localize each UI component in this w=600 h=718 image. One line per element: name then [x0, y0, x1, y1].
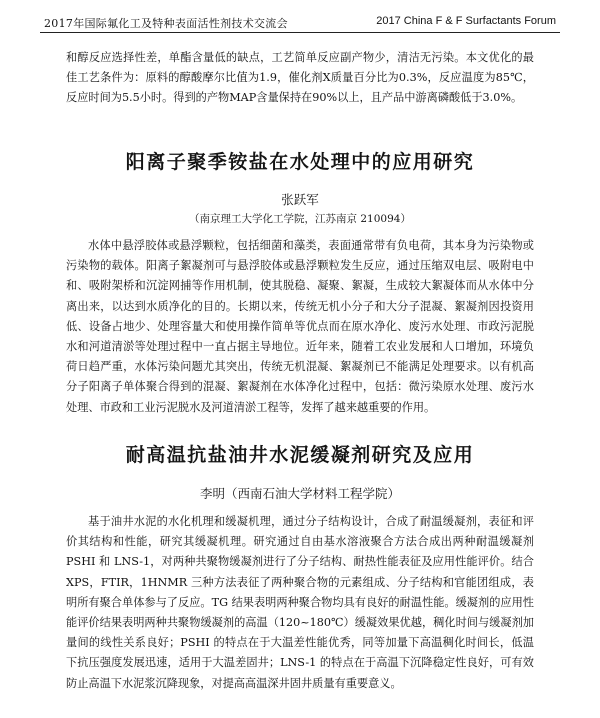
article2-title: 耐高温抗盐油井水泥缓凝剂研究及应用 [125, 444, 475, 466]
running-header [40, 8, 560, 33]
article1-title: 阳离子聚季铵盐在水处理中的应用研究 [125, 151, 475, 173]
article1-author: 张跃军 [281, 192, 319, 207]
header-conference-cn: 2017年国际氟化工及特种表面活性剂技术交流会 [44, 17, 288, 30]
previous-abstract-tail: 和醇反应选择性差，单酯含量低的缺点，工艺简单反应副产物少，清洁无污染。本文优化的最佳工艺条件为：原料的醇酸摩尔比值为1.9，催化剂X质量百分比为0.3%，反应温度为85℃，反应时间为5.5小时。得到的产物MAP含量保持在90%以上，且产品中游离磷酸低于3.0%。 [66, 51, 534, 105]
article2-abstract: 基于油井水泥的水化机理和缓凝机理，通过分子结构设计，合成了耐温缓凝剂，表征和评价其结构和性能，研究其缓凝机理。研究通过自由基水溶液聚合方法合成出两种耐温缓凝剂 PSHI 和 LNS-1，对两种共聚物缓凝剂进行了分子结构、耐热性能表征及应用性能评价。结合 XPS，FTIR，1HNMR 三种方法表征了两种聚合物的元素组成、分子结构和官能团组成，表明所有聚合单体参与了反应。TG 结果表明两种聚合物均具有良好的耐温性能。缓凝剂的应用性能评价结果表明两种共聚物缓凝剂的高温（120~180℃）缓凝效果优越，稠化时间与缓凝剂加量间的线性关系良好；PSHI 的特点在于大温差性能优秀，同等加量下高温稠化时间长，低温下抗压强度发展迅速，适用于大温差固井；LNS-1 的特点在于高温下沉降稳定性良好，可有效防止高温下水泥浆沉降现象，对提高高温深井固井质量有重要意义。 [66, 515, 534, 690]
article2-author: 李明（西南石油大学材料工程学院） [199, 486, 400, 501]
header-conference-en: 2017 China F & F Surfactants Forum [376, 15, 556, 27]
article1-affiliation: （南京理工大学化工学院，江苏南京 210094） [189, 213, 411, 225]
article1-abstract: 水体中悬浮胶体或悬浮颗粒，包括细菌和藻类，表面通常带有负电荷，其本身为污染物或污染物的载体。阳离子絮凝剂可与悬浮胶体或悬浮颗粒发生反应，通过压缩双电层、吸附电中和、吸附架桥和沉淀网捕等作用机制，使其脱稳、凝聚、絮凝，生成较大絮凝体而从水体中分离出来，以达到水质净化的目的。长期以来，传统无机小分子和大分子混凝、絮凝剂因投资用低、设备占地少、处理容量大和使用操作简单等优点而在原水净化、废污水处理、市政污泥脱水和河道清淤等处理过程中一直占据主导地位。近年来，随着工农业发展和人口增加，环境负荷日趋严重，水体污染问题尤其突出，传统无机混凝、絮凝剂已不能满足处理要求。以有机高分子阳离子单体聚合得到的混凝、絮凝剂在水体净化过程中，包括：微污染原水处理、废污水处理、市政和工业污泥脱水及河道清淤工程等，发挥了越来越重要的作用。 [66, 239, 534, 414]
